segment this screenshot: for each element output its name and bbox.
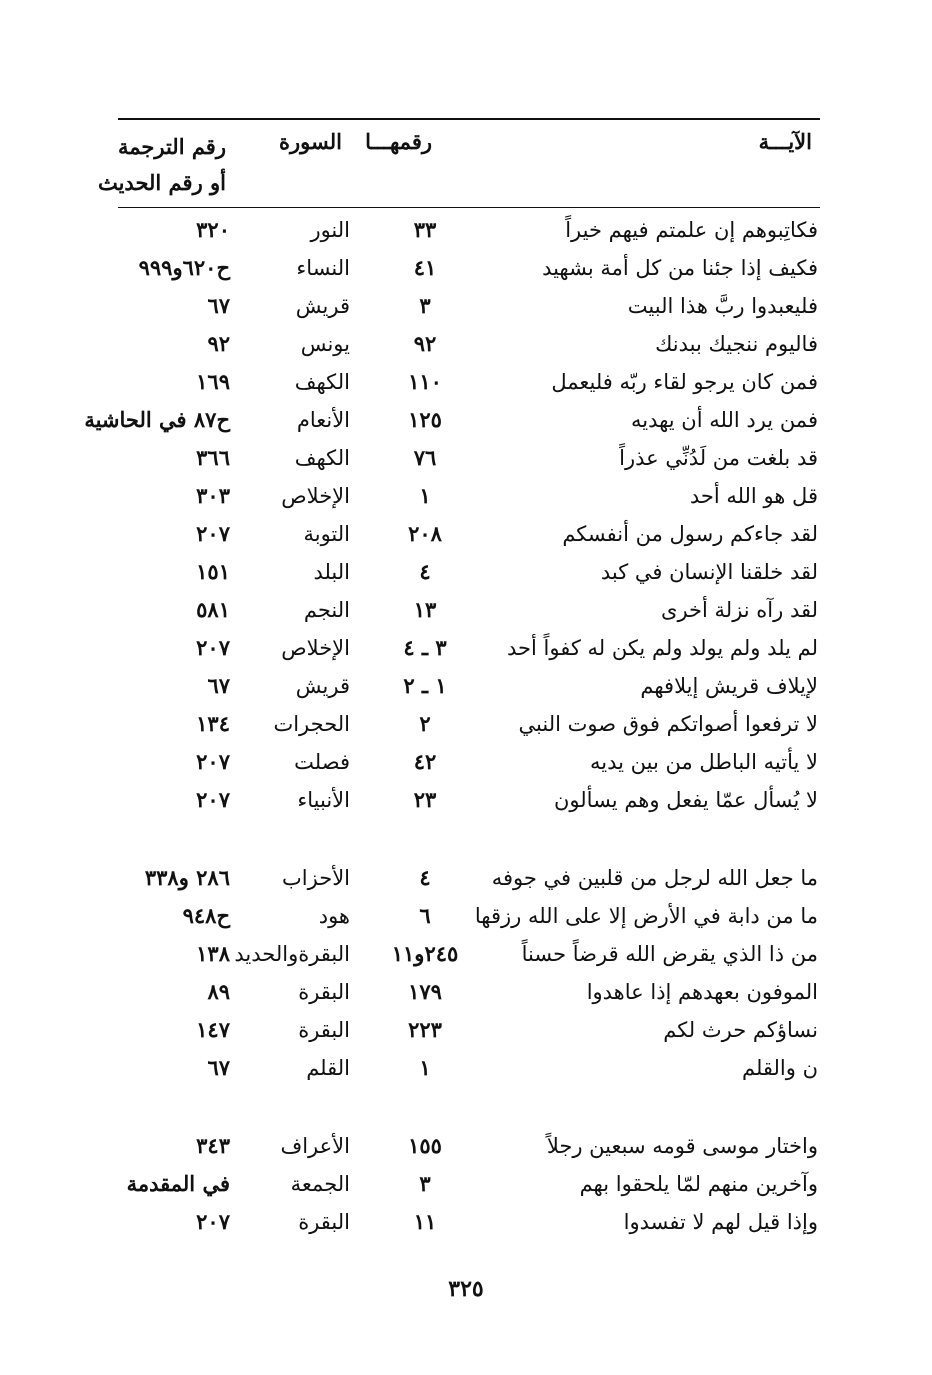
surah-cell: يونس bbox=[300, 332, 350, 356]
table-row bbox=[100, 705, 830, 743]
table-row bbox=[100, 553, 830, 591]
page-number: ٣٢٥ bbox=[448, 1276, 484, 1302]
verse-number-cell: ٤ bbox=[419, 865, 431, 890]
verse-cell: الموفون بعهدهم إذا عاهدوا bbox=[586, 980, 818, 1004]
reference-cell: ١٣٨ bbox=[196, 941, 230, 966]
verse-cell: فليعبدوا ربَّ هذا البيت bbox=[627, 294, 818, 318]
reference-cell: ٦٧ bbox=[207, 293, 230, 318]
reference-cell: ٢٠٧ bbox=[196, 787, 230, 812]
verse-number-cell: ٢٢٣ bbox=[408, 1017, 442, 1042]
header-verse: الآيـــة bbox=[758, 129, 812, 154]
table-row bbox=[100, 477, 830, 515]
table-row bbox=[100, 859, 830, 897]
table-row bbox=[100, 743, 830, 781]
reference-cell: ٣٤٣ bbox=[196, 1133, 230, 1158]
surah-cell: فصلت bbox=[294, 750, 350, 774]
table-row bbox=[100, 515, 830, 553]
surah-cell: النور bbox=[310, 218, 350, 242]
table-row bbox=[100, 667, 830, 705]
verse-cell: فمن يرد الله أن يهديه bbox=[630, 408, 818, 432]
reference-cell: ١٦٩ bbox=[196, 369, 230, 394]
reference-cell: ١٥١ bbox=[196, 559, 230, 584]
table-row bbox=[100, 935, 830, 973]
verse-number-cell: ٦ bbox=[419, 903, 431, 928]
reference-cell: ٦٧ bbox=[207, 1055, 230, 1080]
header-reference-line2: أو رقم الحديث bbox=[97, 170, 226, 195]
table-row bbox=[100, 439, 830, 477]
verse-cell: وآخرين منهم لمّا يلحقوا بهم bbox=[579, 1172, 818, 1196]
header-number: رقمهـــا bbox=[365, 129, 432, 154]
surah-cell: قريش bbox=[295, 294, 350, 318]
verse-number-cell: ٧٦ bbox=[413, 445, 437, 470]
verse-number-cell: ٣ ـ ٤ bbox=[403, 635, 447, 660]
reference-cell: ١٣٤ bbox=[196, 711, 230, 736]
table-row bbox=[100, 1011, 830, 1049]
table-row bbox=[100, 249, 830, 287]
reference-cell: ٣٢٠ bbox=[196, 217, 230, 242]
reference-cell: ٩٢ bbox=[207, 331, 230, 356]
header-surah: السورة bbox=[279, 129, 342, 154]
verse-number-cell: ٣ bbox=[419, 293, 431, 318]
surah-cell: البقرة bbox=[298, 1210, 350, 1234]
verse-number-cell: ١١٠ bbox=[408, 369, 442, 394]
verse-number-cell: ١ bbox=[419, 1055, 431, 1080]
verse-cell: واختار موسى قومه سبعين رجلاً bbox=[546, 1134, 818, 1158]
reference-cell: ح٩٤٨ bbox=[182, 903, 230, 928]
table-row bbox=[100, 1049, 830, 1087]
header-reference-line1: رقم الترجمة bbox=[117, 134, 226, 159]
verse-number-cell: ١١ bbox=[413, 1209, 437, 1234]
surah-cell: القلم bbox=[306, 1056, 350, 1080]
surah-cell: الأنبياء bbox=[297, 788, 350, 812]
reference-cell: ٢٠٧ bbox=[196, 521, 230, 546]
verse-cell: لا ترفعوا أصواتكم فوق صوت النبي bbox=[518, 712, 818, 736]
verse-cell: لا يُسأل عمّا يفعل وهم يسألون bbox=[554, 788, 818, 812]
table-row bbox=[100, 629, 830, 667]
verse-number-cell: ٤ bbox=[419, 559, 431, 584]
reference-cell: في المقدمة bbox=[126, 1171, 230, 1196]
surah-cell: الإخلاص bbox=[281, 484, 350, 508]
reference-cell: ح٦٢٠و٩٩٩ bbox=[138, 255, 230, 280]
surah-cell: النجم bbox=[303, 598, 350, 622]
surah-cell: الكهف bbox=[294, 370, 350, 394]
verse-number-cell: ١ ـ ٢ bbox=[403, 673, 447, 698]
verse-number-cell: ٢ bbox=[419, 711, 431, 736]
table-row bbox=[84, 401, 830, 439]
verse-number-cell: ٤٢ bbox=[413, 749, 437, 774]
reference-cell: ١٤٧ bbox=[196, 1017, 230, 1042]
reference-cell: ٢٨٦ و٣٣٨ bbox=[144, 865, 230, 890]
verse-number-cell: ١٣ bbox=[413, 597, 437, 622]
verse-cell: قد بلغت من لَدُنِّي عذراً bbox=[619, 446, 818, 470]
reference-cell: ٢٠٧ bbox=[196, 635, 230, 660]
verse-cell: ما من دابة في الأرض إلا على الله رزقها bbox=[474, 904, 818, 928]
table-row bbox=[100, 287, 830, 325]
surah-cell: الأحزاب bbox=[282, 866, 350, 890]
verse-number-cell: ٢٠٨ bbox=[408, 521, 442, 546]
verse-number-cell: ١٧٩ bbox=[408, 979, 442, 1004]
verse-number-cell: ١٢٥ bbox=[408, 407, 442, 432]
surah-cell: قريش bbox=[295, 674, 350, 698]
surah-cell: الأعراف bbox=[280, 1134, 350, 1158]
reference-cell: ٨٩ bbox=[207, 979, 230, 1004]
table-row bbox=[100, 1165, 830, 1203]
table-row bbox=[100, 973, 830, 1011]
table-row bbox=[100, 325, 830, 363]
surah-cell: الكهف bbox=[294, 446, 350, 470]
reference-cell: ٦٧ bbox=[207, 673, 230, 698]
reference-cell: ٢٠٧ bbox=[196, 749, 230, 774]
verse-cell: فاليوم ننجيك ببدنك bbox=[655, 332, 818, 356]
surah-cell: البقرةوالحديد bbox=[234, 942, 350, 966]
verse-cell: لقد خلقنا الإنسان في كبد bbox=[600, 560, 818, 584]
verse-cell: لا يأتيه الباطل من بين يديه bbox=[590, 750, 818, 774]
verse-cell: لإيلاف قريش إيلافهم bbox=[640, 674, 818, 698]
verse-cell: لقد رآه نزلة أخرى bbox=[661, 598, 818, 622]
verse-cell: فكاتِبوهم إن علمتم فيهم خيراً bbox=[565, 218, 818, 242]
verse-cell: لم يلد ولم يولد ولم يكن له كفواً أحد bbox=[507, 636, 818, 660]
verse-number-cell: ٣ bbox=[419, 1171, 431, 1196]
verse-cell: وإذا قيل لهم لا تفسدوا bbox=[623, 1210, 818, 1234]
verse-cell: فمن كان يرجو لقاء ربّه فليعمل bbox=[551, 370, 818, 394]
reference-cell: ٣٦٦ bbox=[196, 445, 230, 470]
surah-cell: البلد bbox=[313, 560, 350, 584]
verse-cell: قل هو الله أحد bbox=[689, 484, 818, 508]
verse-cell: ما جعل الله لرجل من قلبين في جوفه bbox=[491, 866, 818, 890]
verse-cell: نساؤكم حرث لكم bbox=[663, 1018, 818, 1042]
surah-cell: الجمعة bbox=[290, 1172, 350, 1196]
table-row bbox=[100, 781, 830, 819]
verse-cell: من ذا الذي يقرض الله قرضاً حسناً bbox=[521, 942, 818, 966]
table-row bbox=[100, 211, 830, 249]
table-row bbox=[100, 1127, 830, 1165]
table-row bbox=[100, 897, 830, 935]
surah-cell: الإخلاص bbox=[281, 636, 350, 660]
surah-cell: البقرة bbox=[298, 980, 350, 1004]
table-row bbox=[100, 363, 830, 401]
reference-cell: ح٨٧ في الحاشية bbox=[84, 407, 230, 432]
verse-cell: لقد جاءكم رسول من أنفسكم bbox=[562, 522, 818, 546]
verse-number-cell: ٣٣ bbox=[413, 217, 437, 242]
surah-cell: البقرة bbox=[298, 1018, 350, 1042]
verse-number-cell: ٢٣ bbox=[413, 787, 437, 812]
reference-cell: ٣٠٣ bbox=[196, 483, 230, 508]
reference-cell: ٢٠٧ bbox=[196, 1209, 230, 1234]
table-row bbox=[100, 1203, 830, 1241]
verse-number-cell: ٩٢ bbox=[413, 331, 437, 356]
table-row bbox=[100, 591, 830, 629]
reference-cell: ٥٨١ bbox=[196, 597, 230, 622]
surah-cell: التوبة bbox=[303, 522, 350, 546]
surah-cell: الحجرات bbox=[273, 712, 350, 736]
verse-cell: فكيف إذا جئنا من كل أمة بشهيد bbox=[542, 256, 818, 280]
surah-cell: هود bbox=[318, 904, 350, 928]
verse-cell: ن والقلم bbox=[741, 1056, 818, 1080]
verse-number-cell: ١ bbox=[419, 483, 431, 508]
verse-number-cell: ١٥٥ bbox=[408, 1133, 442, 1158]
surah-cell: الأنعام bbox=[296, 408, 350, 432]
verse-number-cell: ٢٤٥و١١ bbox=[391, 941, 459, 966]
surah-cell: النساء bbox=[296, 256, 350, 280]
verse-number-cell: ٤١ bbox=[413, 255, 437, 280]
